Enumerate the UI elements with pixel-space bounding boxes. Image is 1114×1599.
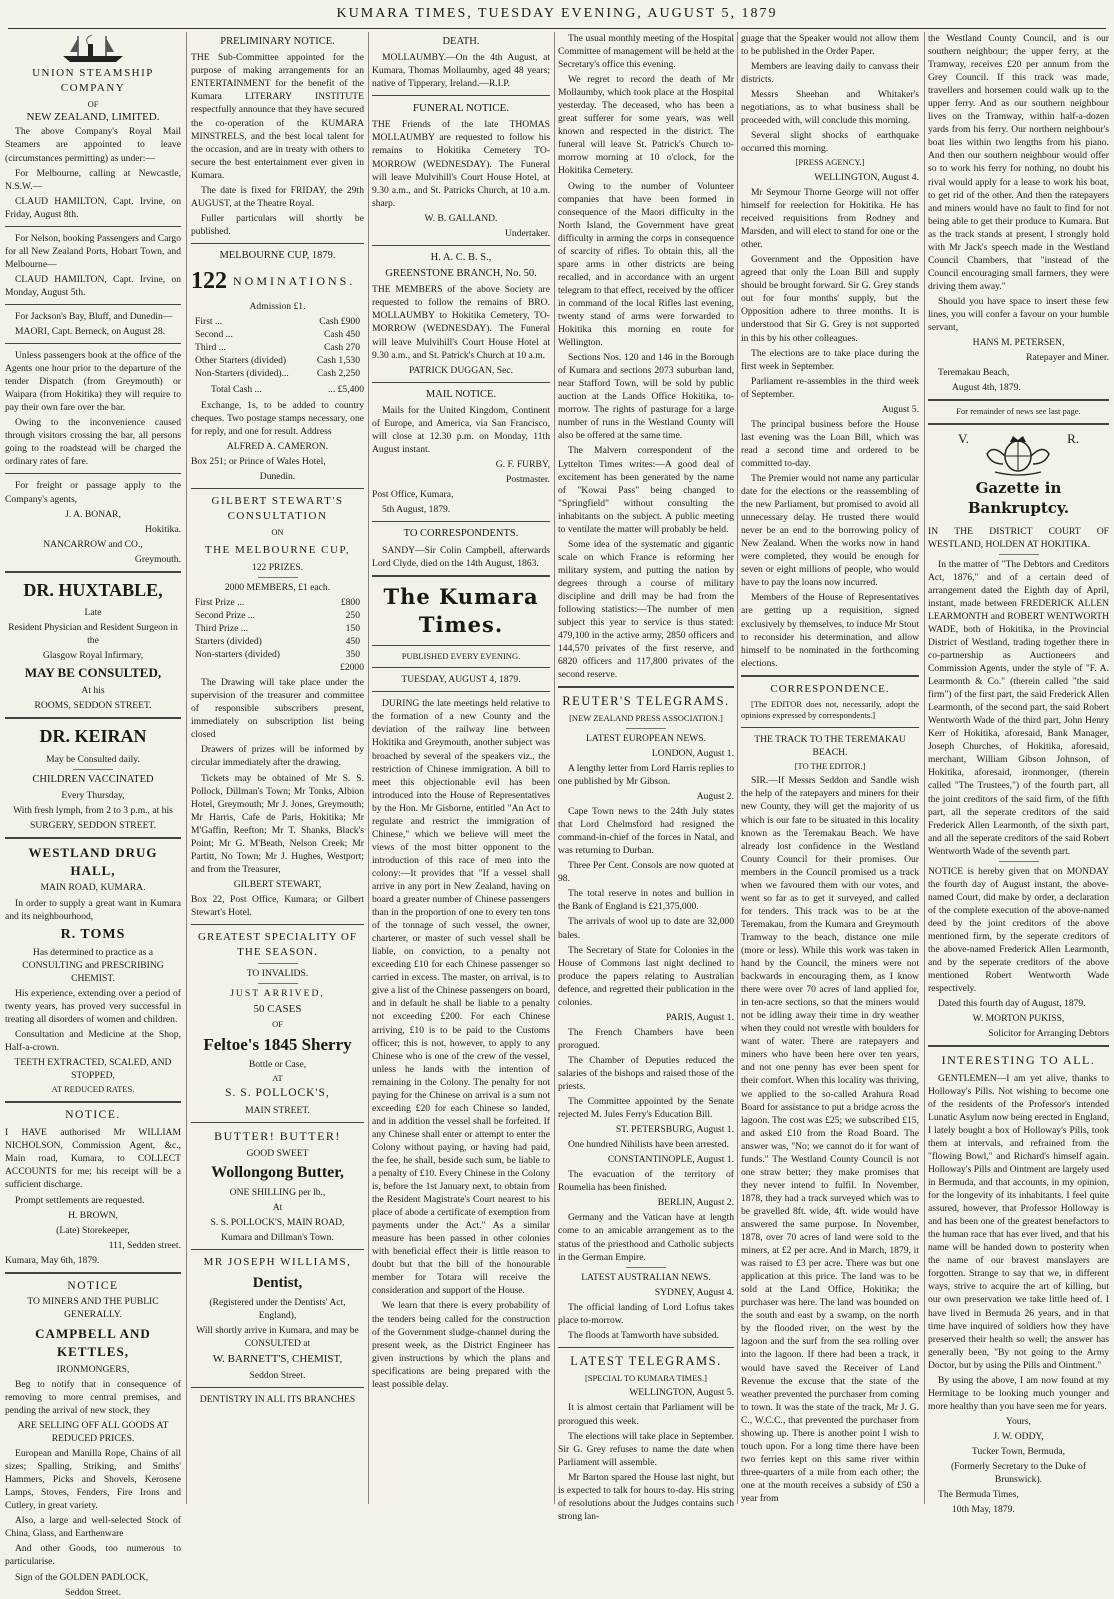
telegram-para: Mr Seymour Thorne George will not offer himself for reelection for Hokitika. He has received requisitions from Rodney and Marsden, and will elect to stand for one or the other. [741, 187, 919, 251]
drug-hall-line: MAIN ROAD, KUMARA. [40, 882, 146, 894]
huxtable-consult: MAY BE CONSULTED, [24, 665, 162, 681]
telegram-para: Several slight shocks of earthquake occurred this morning. [741, 130, 919, 155]
track-letter: SIR.—If Messrs Seddon and Sandle wish the help of the ratepayers and miners for their new County, they will get the majority of us which is our fate to be situated in this locality known as the Teremakau Beach. We have already lost confidence in the Westland County Council for their promises. Our members in the Council promised us a track when we favoured them with our votes, and went so far as to get it surveyed, and called for tenders. This track was to be at the Teremakau, from the Kumara and Greymouth Tramway to the beach, distance one mile (more or less). While this work was taken in hand by the Council, the miners were not backwards in encouraging them, as I know there were over 70 acres of land applied for, in ten-acre sections, so that the miners would not be idling away their time in dry weather when they could not wrestle with boulders for want of water. There are ratepayers and miners who have been here over ten years, and not one penny has ever been spent for their comfort. When this locality was thriving, we applied to the so-called Arahura Road Board for assistance to put a bridge across the lagoon. The cost was £25; we subscribed £15, and asked £10 from the Road Board. The answer was, "No; we cannot do it for want of funds." The Westland County Council is not one straw better; they make promises that they never intend to fulfil. In November, 1878, they had a track surveyed which was to be gravelled 8ft. wide, 4ft. wide would have answered the same purpose. In November, 1878, over 70 acres of land were sold to the miners, at £2 per acre. And in March, 1879, it was raised to £3 per acre. There was but one application at this price. The land was to be sold at the Land Office, Hokitika; the purchaser was here. The land was bounded on the south and east by a swamp, on the north by the flooded river, on the west by the lagoon and the surf from the sea rolling over into the lagoon. If there had been a track, it would have saved the Receiver of Land Revenue the excuse that the state of the weather prevented the purchaser from coming to town. It was the state of the track, Mr J. G. C., W.C.C., that prevented the purchaser from showing up. There is another point I wish to touch upon. For a long time there have been two ferries kept on this same river within three-quarters of a mile from each other; the one at the mouth receives a subsidy of £50 a year from [741, 775, 919, 1504]
reuters-item: Three Per Cent. Consols are now quoted at 98. [558, 860, 734, 885]
prelim-para: THE Sub-Committee appointed for the purpose of making arrangements for an ENTERTAINMENT for the benefit of the Kumara LITERARY INSTITUTE respectfully announce that they have secured the co-operation of the KUMARA MINSTRELS, and the best local talent for the occasion, and are in treaty with others to secure the best entertainment ever given in Kumara. [191, 52, 364, 181]
drug-hall-para: Consultation and Medicine at the Shop, Half-a-crown. [5, 1028, 181, 1053]
cup-prize-row [191, 328, 364, 341]
dentist-line: Seddon Street. [249, 1369, 306, 1381]
campbell-kettles-para: Also, a large and well-selected Stock of China, Glass, and Earthenware [5, 1515, 181, 1540]
funeral-para: THE Friends of the late THOMAS MOLLAUMBY are requested to follow his remains to Hokitika Cemetery TO-MORROW (WEDNESDAY). The Funeral will leave Mulvihill's Court House Hotel, at 9.30 a.m., and St. Patricks Church, at 10 a.m. sharp. [372, 119, 550, 209]
reuters-dateline: PARIS, August 1. [666, 1011, 734, 1023]
reuters-item: The Chamber of Deputies reduced the salaries of the bishops and raised those of the priests. [558, 1054, 734, 1093]
latest-para: The elections will take place in September. Sir G. Grey refuses to name the date when Parliament will assemble. [558, 1430, 734, 1468]
dentist-line: Will shortly arrive in Kumara, and may be CONSULTED at [196, 1324, 359, 1349]
gilbert-prize-table [191, 596, 364, 661]
union-agent-town: Greymouth. [134, 553, 181, 565]
reuters-item: The evacuation of the territory of Roumelia has been finished. [558, 1169, 734, 1194]
cup-sign: Dunedin. [259, 471, 296, 483]
track-title: THE TRACK TO THE TEREMAKAU BEACH. [754, 733, 906, 758]
letter-sign: Ratepayer and Miner. [1026, 352, 1109, 364]
reuters-dateline: BERLIN, August 2. [657, 1197, 734, 1209]
hacbs-sign: PATRICK DUGGAN, Sec. [408, 364, 514, 376]
telegram-para: The principal business before the House last evening was the Loan Bill, which was read a second time and ordered to be committed to-day. [741, 418, 919, 469]
correspondence-note: [The EDITOR does not, necessarily, adopt the opinions expressed by correspondents.] [741, 698, 919, 721]
drug-hall-para: AT REDUCED RATES. [51, 1084, 135, 1095]
hacbs-para: THE MEMBERS of the above Society are requested to follow the remains of BRO. MOLLAUMBY to Hokitika Cemetery, TO-MORROW (WEDNESDAY). The Funeral will leave Mulvihill's Court House Hotel at 9.30 a.m., and St. Patrick's Church at 10 a.m. [372, 284, 550, 361]
gilbert-prize-row [191, 609, 364, 622]
column-1 [5, 32, 181, 1598]
cup-prize-row-value: Cash £900 [319, 315, 360, 327]
latest-telegrams-sub: [SPECIAL TO KUMARA TIMES.] [584, 1372, 707, 1383]
remainder-note: For remainder of news see last page. [956, 406, 1081, 417]
interesting-title: INTERESTING TO ALL. [941, 1053, 1096, 1068]
telegram-para: The elections are to take place during the first week in September. [741, 347, 919, 372]
telegram-para: Parliament re-assembles in the third week of September. [741, 375, 919, 400]
column-rule [737, 32, 738, 1504]
news-para: The Malvern correspondent of the Lyttelton Times writes:—A good deal of excitement has been generated by the name of "Kowai Pass" being changed to "Springfield" without consulting the inhabitants on the subject. A public meeting to ventilate the matter will probably be held. [558, 445, 734, 535]
cup-prize-row-label: Other Starters (divided) [195, 355, 287, 366]
cup-prize-row [191, 367, 364, 380]
gilbert-prize-row-label: First Prize ... [195, 596, 245, 608]
gilbert-para: Tickets may be obtained of Mr S. S. Pollock, Dillman's Town; Mr Tonks, Albion Hotel, Greymouth; Mr J. Jones, Greymouth; Mr Harris, Cafe de Paris, Hokitika; Mr M'Gaffin, Reefton; Mr T. Shanks, Black's Point; Mr G. M'Beath, Nelson Creek; Mr Partitt, No Town; Mr J. Hughes, Westport; and from the Treasurer, [191, 772, 364, 875]
sherry-line: TO INVALIDS. [246, 967, 309, 979]
gilbert-title: GILBERT STEWART'S CONSULTATION [211, 495, 344, 523]
cup-number: 122 [191, 268, 227, 295]
reuters-item: Germany and the Vatican have at length come to an amicable arrangement as to the status of the priesthood and Catholic subjects in the German Empire. [558, 1212, 734, 1263]
reuters-european: LATEST EUROPEAN NEWS. [585, 732, 706, 744]
hacbs-branch: GREENSTONE BRANCH, No. 50. [385, 268, 537, 280]
sherry-headline: GREATEST SPECIALITY OF THE SEASON. [198, 931, 357, 958]
sherry-line: Bottle or Case, [248, 1058, 307, 1070]
campbell-kettles-para: ARE SELLING OFF ALL GOODS AT REDUCED PRICES. [17, 1419, 169, 1445]
reuters-item: The Committee appointed by the Senate rejected M. Jules Ferry's Education Bill. [558, 1096, 734, 1121]
gilbert-cup: THE MELBOURNE CUP, [204, 543, 351, 556]
sherry-line: AT [272, 1072, 283, 1083]
keiran-line: Every Thursday, [61, 789, 125, 801]
prelim-para: The date is fixed for FRIDAY, the 29th AUGUST, at the Theatre Royal. [191, 184, 364, 209]
telegram-para: Members of the House of Representatives are getting up a requisition, signed exclusively by themselves, to induce Mr Stout to reconsider his determination, and allow himself to be nominated in the forthcoming elections. [741, 592, 919, 669]
telegram-para: The Premier would not name any particular date for the elections or the reassembling of the new Parliament, but promised to avoid all unnecessary delay. He trusted there would never be an end to the borrowing policy of New Zealand. When the works now in hand were completed, they would be enough for seven or eight millions of people, who would have to pay the loans now incurred. [741, 473, 919, 589]
news-para: Sections Nos. 120 and 146 in the Borough of Kumara and sections 2073 suburban land, near Stafford Town, will be sold by public auction at the Lands Office Hokitika, to-morrow. The rights of pasturage for a large number of runs in the Westland County will also be offered at the same time. [558, 352, 734, 442]
paper-published: PUBLISHED EVERY EVENING. [401, 650, 521, 661]
reuters-item: The total reserve in notes and bullion in the Bank of England is £21,375,000. [558, 888, 734, 913]
funeral-sign: Undertaker. [504, 227, 550, 239]
mail-sign: Postmaster. [506, 474, 550, 486]
gilbert-prize-row [191, 635, 364, 648]
butter-line: At [272, 1202, 283, 1214]
cup-total-value: ... £5,400 [328, 384, 364, 396]
keiran-line: CHILDREN VACCINATED [32, 773, 154, 785]
news-para: Owing to the number of Volunteer companies that have been formed in consequence of the Maori difficulty in the North Island, the Government have great difficulty in arming the corps in consequence of scarcity of rifles. To obtain this, all the spare arms in other districts are being recalled, and in accordance with an urgent telegram to that effect, received by the officer in command of the local Rifles last evening, twenty stand of arms were forwarded to Hokitika this morning en route for Wellington. [558, 180, 734, 349]
press-agency-label: [PRESS AGENCY.] [795, 157, 865, 168]
gilbert-prizes: 122 PRIZES. [251, 561, 304, 573]
reuters-dateline: CONSTANTINOPLE, August 1. [607, 1154, 734, 1166]
letter-para: Should you have space to insert these few lines, you will confer a favour on your humble servant, [928, 295, 1109, 334]
telegram-dateline: August 5. [881, 403, 919, 415]
mail-sign: G. F. FURBY, [495, 459, 550, 471]
latest-para: Mr Barton spared the House last night, but is expected to talk for hours to-day. His string of resolutions about the Judges contains such strong lan- [558, 1471, 734, 1522]
gilbert-prize-row-label: Non-starters (divided) [195, 649, 280, 661]
reuters-item: The Secretary of State for Colonies in the House of Commons last night declined to produce the papers relating to Australian defence, and regretted their publication in the colonies. [558, 944, 734, 1008]
union-p9: Owing to the inconvenience caused through visitors crossing the bar, all persons going to the roadstead will be charged the ordinary rates of fare. [5, 417, 181, 468]
prelim-title: PRELIMINARY NOTICE. [220, 36, 335, 47]
bankruptcy-date: Dated this fourth day of August, 1879. [938, 998, 1086, 1010]
steamship-icon [58, 34, 128, 64]
huxtable-title: DR. HUXTABLE, [23, 579, 163, 600]
notice-sign: 111, Sedden street. [108, 1239, 181, 1251]
gilbert-prize-row-value: 450 [345, 636, 360, 648]
union-p1: The above Company's Royal Mail Steamers are appointed to leave (circumstances permitting) as under:— [5, 126, 181, 164]
column-6 [928, 32, 1109, 1516]
huxtable-line: Glasgow Royal Infirmary, [42, 650, 144, 662]
telegram-para: Government and the Opposition have agreed that only the Loan Bill and supply should be brought forward. Sir G. Grey stands out for four months' supply, but the Opposition adhere to three months. It is understood that Sir G. Grey is not supported in this by his other colleagues. [741, 254, 919, 344]
union-p6: For Jackson's Bay, Bluff, and Dunedin— [15, 310, 173, 322]
mail-para: Mails for the United Kingdom, Continent of Europe, and America, via San Francisco, will close at 12.30 p.m. on Monday, 11th August instant. [372, 404, 550, 456]
latest-dateline: WELLINGTON, August 5. [629, 1387, 734, 1399]
keiran-line: SURGERY, SEDDON STREET. [30, 820, 156, 832]
gilbert-prize-row [191, 596, 364, 609]
reuters-item: The arrivals of wool up to date are 32,000 bales. [558, 916, 734, 941]
cup-title: MELBOURNE CUP, 1879. [219, 249, 336, 261]
reuters-item: Cape Town news to the 24th July states that Lord Chelmsford had resigned the command-in-chief of the forces in Natal, and was returning to Durban. [558, 806, 734, 857]
cup-prize-row [191, 341, 364, 354]
gilbert-prize-row [191, 648, 364, 661]
gilbert-prize-row-value: 250 [345, 609, 360, 621]
paper-title: The Kumara Times. [383, 583, 539, 638]
letter-sign: Teremakau Beach, [938, 367, 1010, 379]
cup-prize-row-value: Cash 1,530 [316, 355, 360, 366]
butter-title: BUTTER! BUTTER! [214, 1128, 341, 1143]
dentist-line: DENTISTRY IN ALL ITS BRANCHES [199, 1393, 356, 1405]
keiran-line: May be Consulted daily. [46, 753, 140, 765]
union-title: UNION STEAMSHIP COMPANY [32, 67, 154, 94]
union-p8: Unless passengers book at the office of the Agents one hour prior to the departure of the tender Dispatch (from Greymouth) or Waipara (from Hokitika) they will require to pay their own fare over the bar. [5, 350, 181, 414]
reuters-item: One hundred Nihilists have been arrested. [568, 1139, 729, 1151]
notice-title: NOTICE. [65, 1108, 121, 1121]
cup-prize-row-value: Cash 2,250 [316, 368, 360, 380]
cup-prize-row [191, 354, 364, 367]
union-p4: For Nelson, booking Passengers and Cargo for all New Zealand Ports, Hobart Town, and Melbourne— [5, 232, 181, 270]
sherry-line: 50 CASES [253, 1003, 302, 1016]
interesting-para: By using the above, I am now found at my Hermitage to be looking much younger and more healthy than you have seen me for years. [928, 1374, 1109, 1412]
telegram-para: Messrs Sheehan and Whitaker's negotiations, as to what business shall be proceeded with, will conclude this morning. [741, 89, 919, 127]
union-agent: NANCARROW and CO., [43, 538, 143, 550]
royal-v: V. [958, 430, 969, 446]
leader-para: DURING the late meetings held relative to the formation of a new County and the deviation of the railway line between Hokitika and Greymouth, another subject was broached by several of the speakers viz., the restriction of Chinese immigration. A bill to meet this objectionable evil has been introduced into the House of Representatives by the Hon. Mr Gisborne, entitled "An Act to regulate and restrict the immigration of Chinese," which we believe will meet the views of the most bitter opponent to the introduction of this race of men into the colony:—It provides that "If a vessel shall arrive in any port in New Zealand, having on board a greater number of Chinese passengers than in the proportion of one to every ten tons of the tonnage of such vessel, the owner, charterer, or master of such vessel shall be liable, on conviction, to a penalty not exceeding £10 for each Chinese passenger so carried in excess. The master, on arrival, is to give a list of the Chinese passengers on board, and in default he shall be liable to a penalty not exceeding £200. For each Chinese arriving, £10 is to be paid to the Customs officer; this is not, however, to apply to any Chinese who is one of the crew of the vessel, unless he lands with the intention of remaining in the Colony. The penalty for not paying for the Chinese on arrival is a sum not exceeding £20 for each Chinese so landed, and in addition the vessel shall be forfeited. If any Chinese shall enter or attempt to enter the Colony without paying, or having had paid, the fee, he shall, beside such sum, be liable to a penalty of £10. Every Chinese in the Colony is, before the 1st January next, to obtain from the Resident Magistrate's Court nearest to his place of abode a certificate of exemption from payments under the Act." As a similar measure has been passed in other colonies with beneficial effect their is little reason to doubt but that the bill of the honourable member for Totara will receive the consideration and support of the House. [372, 698, 550, 1297]
column-rule [368, 32, 369, 1504]
cup-total-label: Total Cash ... [211, 384, 262, 396]
reuters-title: REUTER'S TELEGRAMS. [562, 694, 730, 709]
drug-hall-para: In order to supply a great want in Kumara and its neighbourhood, [5, 897, 181, 922]
union-p10: For freight or passage apply to the Company's agents, [5, 480, 181, 505]
correspondence-title: CORRESPONDENCE. [770, 682, 890, 695]
cup-prize-row-label: Non-Starters (divided)... [195, 368, 289, 380]
letter-para: the Westland County Council, and is our southern neighbour; the upper ferry, at the Tramway, receives £20 per annum from the Grey Council. If this track was made, travellers and horsemen could walk up to the upper ferry. And as our southern neighbour lives on the Tramway, within half-a-dozen yards from his ferry. Our northern neighbour's boat lies within two lengths from his piano. And then our southern neighbour would offer so to work his ferry for nothing, no doubt his rival would apply for a lease to work his boat, to get rid of the other. And then the ratepayers and miners would have no fault to find for not being able to get their produce to Kumara. But as the track stands at present, I strongly hold with Mr Jack's speech made in the Westland Council Chambers, that "instead of the Council encouraging small farmers, they were driving them away." [928, 33, 1109, 292]
union-p3: CLAUD HAMILTON, Capt. Irvine, on Friday, August 8th. [5, 195, 181, 220]
reuters-items [558, 747, 734, 1264]
interesting-sign: 10th May, 1879. [952, 1504, 1015, 1516]
telegram-para: Members are leaving daily to canvass their districts. [741, 61, 919, 86]
reuters-dateline: SYDNEY, August 4. [654, 1286, 734, 1298]
notice-sign: (Late) Storekeeper, [56, 1224, 130, 1236]
column-rule [554, 32, 555, 1504]
prelim-para: Fuller particulars will shortly be published. [191, 212, 364, 237]
funeral-title: FUNERAL NOTICE. [412, 102, 510, 115]
masthead-rule [8, 28, 1106, 29]
cup-sign: ALFRED A. CAMERON. [226, 441, 329, 453]
sherry-name: Feltoe's 1845 Sherry [203, 1034, 352, 1054]
campbell-kettles-para: Seddon Street. [65, 1586, 121, 1598]
campbell-kettles-para: And other Goods, too numerous to particularise. [5, 1543, 181, 1568]
campbell-kettles-para: European and Manilla Rope, Chains of all sizes; Spalling, Striking, and Smiths' Hammers, Picks and Shovels, Kerosene Lamps, Stoves, Fenders, Fire Irons and Cutlery, in great variety. [5, 1448, 181, 1512]
news-para: The usual monthly meeting of the Hospital Committee of management will be held at the Secretary's office this evening. [558, 33, 734, 71]
cup-prize-row [191, 315, 364, 328]
miners-notice-title: NOTICE [67, 1279, 119, 1292]
union-agent-town: Hokitika. [145, 523, 181, 535]
cup-para: Exchange, 1s, to be added to country cheques. Two postage stamps necessary, one for reply, and one for result. Address [191, 400, 364, 438]
reuters-dateline: LONDON, August 1. [651, 747, 734, 759]
bankruptcy-sign: W. MORTON PUKISS, [972, 1013, 1065, 1025]
mail-title: MAIL NOTICE. [425, 388, 497, 400]
bankruptcy-para: In the matter of "The Debtors and Creditors Act, 1876," and of a certain deed of arrangement dated the Eighth day of April, instant, made between FREDERICK ALLEN LEARMONTH and ROBERT WENTWORTH WADE, both of Hokitika, in the Provincial District of Westland, trading together there in co-partnership as Auctioneers and Commission Agents, under the style of "F. A. Learmonth & Co." (therein called "the said firm") of the first part, the said Frederick Allen Learmonth, of the second part, the said Robert Wentworth Wade of the third part, John Henry Kerr of Hokitika, aforesaid, Bank Manager, Joseph Churches, of Hokitika, aforesaid, merchant, William Gibson Johnson, of Hokitika, aforesaid, ironmonger, (therein called "The Trustees,") of the fourth part, all the joint creditors of the said firm, of the fifth part, all the seperate creditors of the said Frederick Allen Learmonth, of the sixth part, and all the seperate creditors of the said Robert Wentworth Wade of the seventh part. [928, 558, 1109, 857]
latest-telegrams-title: LATEST TELEGRAMS. [570, 1353, 722, 1368]
interesting-sign: (Formerly Secretary to the Duke of Brunswick). [950, 1461, 1087, 1486]
cup-prize-row-label: Third ... [195, 341, 226, 353]
notice-para: Prompt settlements are requested. [15, 1194, 145, 1206]
cup-admission: Admission £1. [249, 300, 306, 312]
cup-prize-row-value: Cash 450 [324, 328, 360, 340]
cup-prize-row-label: First ... [195, 315, 223, 327]
column-4 [558, 32, 734, 1522]
correspondents-para: SANDY—Sir Colin Campbell, afterwards Lord Clyde, died on the 14th August, 1863. [372, 544, 550, 569]
cup-sign: Box 251; or Prince of Wales Hotel, [191, 456, 326, 468]
reuters-item: The French Chambers have been prorogued. [558, 1026, 734, 1051]
gilbert-prize-row-value: £800 [340, 596, 360, 608]
huxtable-line: At his [81, 685, 105, 697]
gazette-title: Gazette in Bankruptcy. [967, 478, 1070, 518]
column-rule [924, 32, 925, 1504]
reuters-dateline: August 2. [696, 791, 734, 803]
gilbert-para: The Drawing will take place under the supervision of the treasurer and committee of responsible subscribers present, immediately on subscription list being closed [191, 677, 364, 741]
reuters-dateline: ST. PETERSBURG, August 1. [615, 1124, 734, 1136]
masthead: KUMARA TIMES, TUESDAY EVENING, AUGUST 5, 1879 [336, 6, 778, 21]
death-title: DEATH. [442, 36, 480, 47]
royal-r: R. [1067, 430, 1079, 446]
correspondents-title: TO CORRESPONDENTS. [403, 528, 519, 540]
track-to-editor: [TO THE EDITOR.] [794, 760, 866, 771]
butter-line: ONE SHILLING per lb., [229, 1187, 326, 1199]
reuters-australian: LATEST AUSTRALIAN NEWS. [581, 1271, 711, 1283]
campbell-kettles-title: CAMPBELL AND KETTLES, [35, 1326, 151, 1360]
union-p7: MAORI, Capt. Berneck, on August 28. [15, 326, 166, 338]
news-para: Some idea of the systematic and gigantic scale on which France is reforming her military system, and putting the nation by degrees through a course of military discipline and drill may be had from the following statistics:—The number of men subject this year to service is thus stated: 479,100 in the active army, 2850 officers and 144,570 privates of the first reserve, and 6820 officers and 117,800 privates of the second reserve. [558, 538, 734, 681]
court-title: IN THE DISTRICT COURT OF WESTLAND, HOLDEN AT HOKITIKA. [928, 525, 1109, 550]
letter-sign: HANS M. PETERSEN, [972, 337, 1065, 349]
interesting-sign: J. W. ODDY, [993, 1430, 1044, 1442]
huxtable-line: ROOMS, SEDDON STREET. [34, 700, 152, 712]
latest-para: It is almost certain that Parliament will be prorogued this week. [558, 1402, 734, 1427]
keiran-line: With fresh lymph, from 2 to 3 p.m., at his [13, 805, 173, 817]
campbell-kettles-para: Beg to notify that in consequence of removing to more central premises, and pending the arrival of new stock, they [5, 1378, 181, 1416]
interesting-sign: Tucker Town, Bermuda, [971, 1446, 1066, 1457]
news-para: We regret to record the death of Mr Mollaumby, which took place at the Hospital yesterday. The deceased, who has been a great sufferer for some years, was well known and respected in the district. The funeral will leave St. Patrick's Church to-morrow morning at 10 o'clock, for the Hokitika Cemetery. [558, 74, 734, 177]
bankruptcy-para: NOTICE is hereby given that on MONDAY the fourth day of August instant, the above-named Court, did make by order, a declaration of the complete execution of the above-named deed by the joint creditors of the above mentioned firm, by the seperate creditors of the above-named Frederick Allen Learmonth, and by the seperate creditors of the above mentioned Robert Wentworth Wade respectively. [928, 865, 1109, 995]
gilbert-para: Drawers of prizes will be informed by circular immediately after the drawing. [191, 744, 364, 769]
gilbert-sign: GILBERT STEWART, [233, 878, 322, 890]
reuters-item: The official landing of Lord Loftus takes place to-morrow. [558, 1301, 734, 1326]
mail-sign: 5th August, 1879. [382, 504, 451, 516]
reuters-item: A lengthy letter from Lord Harris replies to one published by Mr Gibson. [558, 762, 734, 787]
notice-sign: H. BROWN, [68, 1209, 118, 1221]
cup-prize-row-label: Second ... [195, 328, 233, 340]
butter-line: Kumara and Dillman's Town. [221, 1232, 334, 1244]
huxtable-line: Late [84, 607, 102, 619]
butter-name: Wollongong Butter, [211, 1164, 344, 1182]
column-5 [741, 32, 919, 1504]
gilbert-prize-row-label: Starters (divided) [195, 636, 262, 648]
column-2 [191, 32, 364, 1504]
royal-crest-icon [977, 430, 1059, 476]
campbell-kettles-para: Sign of the GOLDEN PADLOCK, [15, 1571, 149, 1583]
cup-prize-row-value: Cash 270 [324, 341, 360, 353]
sherry-line: MAIN STREET. [245, 1104, 310, 1116]
column-3 [372, 32, 550, 1504]
reuters-item: The floods at Tamworth have subsided. [568, 1329, 720, 1341]
dentist-title: MR JOSEPH WILLIAMS, [203, 1256, 352, 1269]
butter-line: S. S. POLLOCK'S, MAIN ROAD, [210, 1217, 345, 1229]
press-agency-dateline: WELLINGTON, August 4. [814, 171, 919, 183]
dentist-line: Dentist, [252, 1275, 303, 1292]
gilbert-members: 2000 MEMBERS, £1 each. [224, 581, 331, 593]
drug-hall-para: His experience, extending over a period of twenty years, has proved very successful in treating all disorders of women and children. [5, 987, 181, 1025]
interesting-sign: The Bermuda Times, [938, 1489, 1019, 1501]
drug-hall-name: R. TOMS [60, 926, 126, 942]
drug-hall-title: WESTLAND DRUG HALL, [28, 845, 158, 878]
gilbert-prize-row-label: Third Prize ... [195, 623, 249, 635]
drug-hall-para: TEETH EXTRACTED, SCALED, AND STOPPED, [14, 1057, 172, 1082]
death-para: MOLLAUMBY.—On the 4th August, at Kumara, Thomas Mollaumby, aged 48 years; native of Tipperary, Ireland.—R.I.P. [372, 52, 550, 90]
cup-prize-table [191, 315, 364, 380]
union-of: OF [87, 98, 99, 109]
gilbert-on: ON [271, 527, 284, 538]
sherry-line: S. S. POLLOCK'S, [225, 1087, 330, 1100]
gilbert-total: £2000 [340, 662, 364, 674]
column-rule [186, 32, 187, 1504]
miners-notice-sub: TO MINERS AND THE PUBLIC GENERALLY. [27, 1296, 159, 1321]
gilbert-prize-row-value: 350 [345, 649, 360, 661]
interesting-para: GENTLEMEN—I am yet alive, thanks to Holloway's Pills. Not wishing to become one of the residents of the Professor's intended Lunatic Asylum now being erected in England, I lately bought a box of Holloway's Pills, took them at intervals, and refrained from the "flowing Bowl," and Richard's himself again. Holloway's Pills and Ointment are largely used in Bermuda, and that accounts, in my opinion, for the longevity of its inhabitants. I feel quite assured, however, that Professor Holloway is and has been one of the greatest benefactors to the human race that has ever lived, and that his name will be handed down to posterity when the name of our bravest manslayers are forgotten. Strange to say that we, in different ways, strive to acquire the art of killing, but our own preservation we take little heed of. I have lived in Bermuda 26 years, and in that time have inquired of soldiers how they have preserved their health so well; the answer has generally been, "By not going to the Army Doctor, but by using the Pills and Ointment." [928, 1072, 1109, 1371]
campbell-kettles-sub: IRONMONGERS, [56, 1363, 130, 1375]
drug-hall-para: Has determined to practice as a CONSULTING and PRESCRIBING CHEMIST. [22, 946, 164, 984]
union-agent: J. A. BONAR, [65, 508, 121, 520]
gilbert-prize-row-value: 150 [345, 623, 360, 635]
union-p2: For Melbourne, calling at Newcastle, N.S.W.— [5, 167, 181, 192]
dentist-line: (Registered under the Dentists' Act, England), [209, 1296, 346, 1321]
notice-sign: Kumara, May 6th, 1879. [5, 1254, 100, 1266]
gilbert-prize-row-label: Second Prize ... [195, 609, 255, 621]
notice-para: I HAVE authorised Mr WILLIAM NICHOLSON, Commission Agent, &c., Main road, Kumara, to COLLECT ACCOUNTS for me; his receipt will be a sufficient discharge. [5, 1127, 181, 1191]
funeral-sign: W. B. GALLAND. [424, 212, 498, 224]
huxtable-line: Resident Physician and Resident Surgeon in the [8, 622, 178, 647]
leader-para: We learn that there is every probability of the tenders being called for the construction of the Government sludge-channel during the present week, as the District Engineer has given instructions by which the plans and specifications are being prepared with the least possible delay. [372, 1300, 550, 1390]
cup-nominations: NOMINATIONS. [233, 274, 356, 289]
sherry-line: JUST ARRIVED, [230, 988, 325, 999]
butter-line: GOOD SWEET [246, 1148, 309, 1160]
gilbert-prize-row [191, 622, 364, 635]
gilbert-sign: Box 22, Post Office, Kumara; or Gilbert Stewart's Hotel. [191, 893, 364, 918]
hacbs-title: H. A. C. B. S., [430, 251, 492, 263]
keiran-title: DR. KEIRAN [39, 726, 147, 747]
sherry-line: OF [272, 1019, 283, 1029]
union-nz: NEW ZEALAND, LIMITED. [26, 111, 160, 124]
telegram-para: guage that the Speaker would not allow them to be published in the Order Paper. [741, 33, 919, 58]
union-p5: CLAUD HAMILTON, Capt. Irvine, on Monday, August 5th. [5, 273, 181, 298]
dentist-line: W. BARNETT'S, CHEMIST, [212, 1352, 343, 1365]
paper-date: TUESDAY, AUGUST 4, 1879. [401, 674, 521, 686]
letter-sign: August 4th, 1879. [952, 382, 1021, 394]
interesting-sign: Yours, [1006, 1415, 1031, 1427]
bankruptcy-sign: Solicitor for Arranging Debtors [988, 1028, 1109, 1040]
mail-sign: Post Office, Kumara, [372, 489, 454, 501]
reuters-sub: [NEW ZEALAND PRESS ASSOCIATION.] [569, 713, 723, 724]
